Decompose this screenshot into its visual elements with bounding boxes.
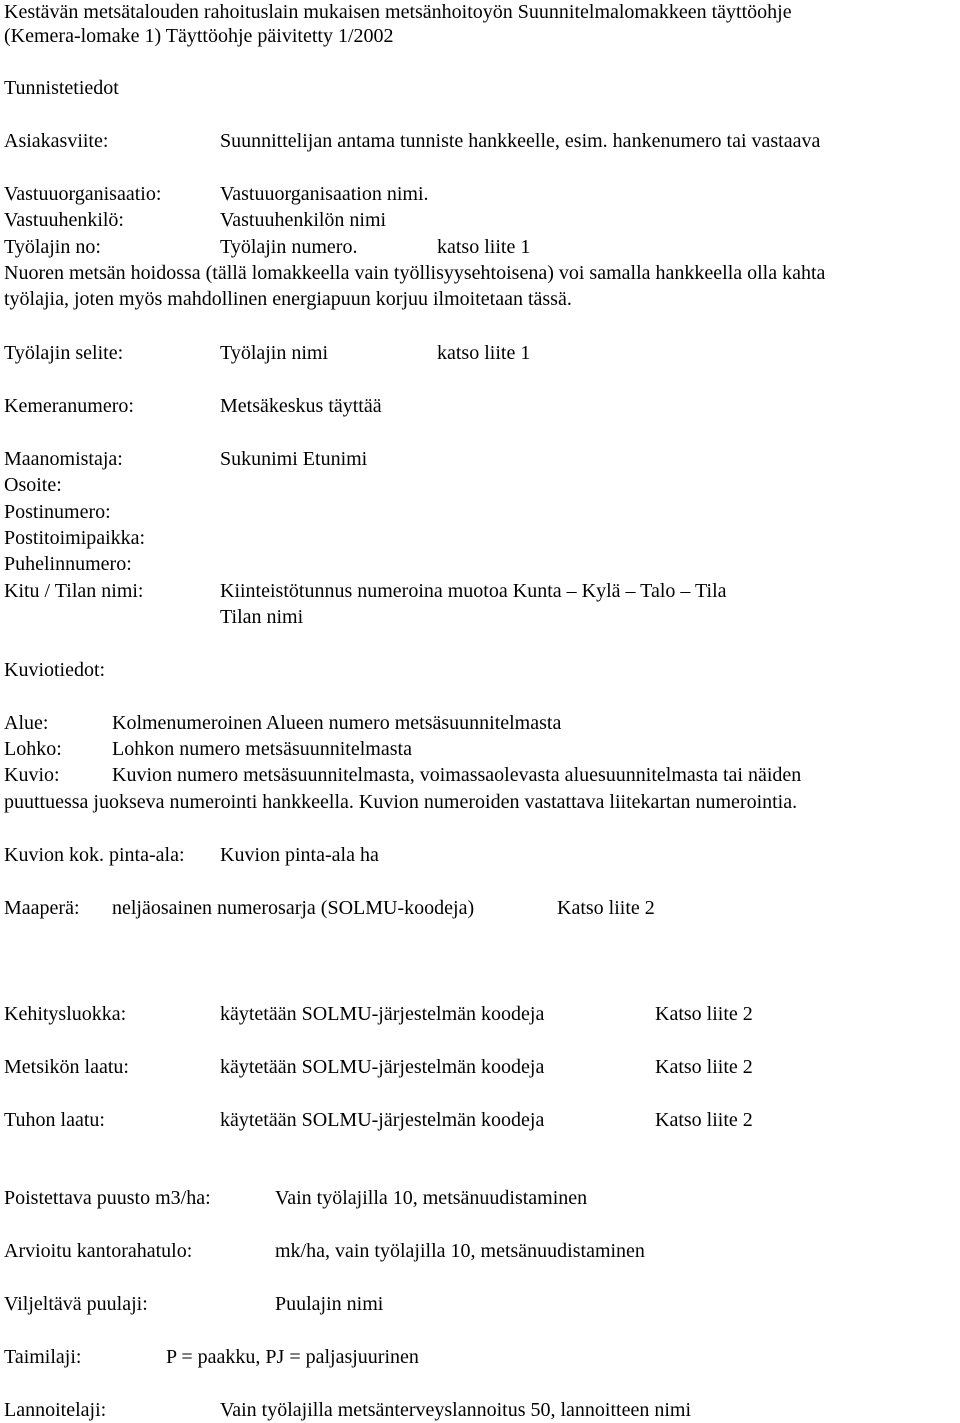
- tyolaji-note-line2: työlajia, joten myös mahdollinen energiapuun korjuu ilmoitetaan tässä.: [4, 288, 572, 310]
- kitu-tilan-nimi-label: Kitu / Tilan nimi:: [4, 580, 144, 602]
- section-heading-kuviotiedot: Kuviotiedot:: [4, 659, 106, 681]
- kuvio-value-line1: Kuvion numero metsäsuunnitelmasta, voimassaolevasta aluesuunnitelmasta tai näiden: [112, 764, 802, 786]
- metsikon-laatu-reference: Katso liite 2: [655, 1056, 753, 1078]
- kehitysluokka-reference: Katso liite 2: [655, 1003, 753, 1025]
- maapera-value: neljäosainen numerosarja (SOLMU-koodeja): [112, 897, 475, 919]
- document-title-line2: (Kemera-lomake 1) Täyttöohje päivitetty 1/2002: [4, 25, 394, 47]
- vastuuhenkilo-label: Vastuuhenkilö:: [4, 209, 124, 231]
- tyolaji-note-line1: Nuoren metsän hoidossa (tällä lomakkeella vain työllisyysehtoisena) voi samalla hankkeella olla kahta: [4, 262, 826, 284]
- vastuuorganisaatio-label: Vastuuorganisaatio:: [4, 183, 162, 205]
- tyolajin-selite-reference: katso liite 1: [437, 342, 531, 364]
- metsikon-laatu-value: käytetään SOLMU-järjestelmän koodeja: [220, 1056, 545, 1078]
- tyolajin-no-value: Työlajin numero.: [220, 236, 358, 258]
- tyolajin-no-reference: katso liite 1: [437, 236, 531, 258]
- tuhon-laatu-value: käytetään SOLMU-järjestelmän koodeja: [220, 1109, 545, 1131]
- lohko-label: Lohko:: [4, 738, 62, 760]
- vastuuorganisaatio-value: Vastuuorganisaation nimi.: [220, 183, 429, 205]
- vastuuhenkilo-value: Vastuuhenkilön nimi: [220, 209, 387, 231]
- section-heading-tunnistetiedot: Tunnistetiedot: [4, 77, 119, 99]
- kehitysluokka-label: Kehitysluokka:: [4, 1003, 127, 1025]
- maanomistaja-value: Sukunimi Etunimi: [220, 448, 368, 470]
- tuhon-laatu-label: Tuhon laatu:: [4, 1109, 105, 1131]
- taimilaji-value: P = paakku, PJ = paljasjuurinen: [166, 1346, 419, 1368]
- document-title-line1: Kestävän metsätalouden rahoituslain mukaisen metsänhoitoyön Suunnitelmalomakkeen täyttöohje: [4, 1, 792, 23]
- kuvio-label: Kuvio:: [4, 764, 60, 786]
- kemeranumero-value: Metsäkeskus täyttää: [220, 395, 382, 417]
- kehitysluokka-value: käytetään SOLMU-järjestelmän koodeja: [220, 1003, 545, 1025]
- maapera-label: Maaperä:: [4, 897, 80, 919]
- alue-label: Alue:: [4, 712, 49, 734]
- tyolajin-no-label: Työlajin no:: [4, 236, 101, 258]
- kantorahatulo-value: mk/ha, vain työlajilla 10, metsänuudistaminen: [275, 1240, 645, 1262]
- asiakasviite-value: Suunnittelijan antama tunniste hankkeelle, esim. hankenumero tai vastaava: [220, 130, 821, 152]
- metsikon-laatu-label: Metsikön laatu:: [4, 1056, 129, 1078]
- poistettava-puusto-value: Vain työlajilla 10, metsänuudistaminen: [275, 1187, 588, 1209]
- kitu-value-line1: Kiinteistötunnus numeroina muotoa Kunta – Kylä – Talo – Tila: [220, 580, 727, 602]
- kemeranumero-label: Kemeranumero:: [4, 395, 134, 417]
- osoite-label: Osoite:: [4, 474, 62, 496]
- postinumero-label: Postinumero:: [4, 501, 111, 523]
- lohko-value: Lohkon numero metsäsuunnitelmasta: [112, 738, 412, 760]
- maapera-reference: Katso liite 2: [557, 897, 655, 919]
- tyolajin-selite-label: Työlajin selite:: [4, 342, 124, 364]
- tyolajin-selite-value: Työlajin nimi: [220, 342, 329, 364]
- poistettava-puusto-label: Poistettava puusto m3/ha:: [4, 1187, 211, 1209]
- puhelinnumero-label: Puhelinnumero:: [4, 553, 132, 575]
- viljeltava-puulaji-value: Puulajin nimi: [275, 1293, 384, 1315]
- postitoimipaikka-label: Postitoimipaikka:: [4, 527, 146, 549]
- viljeltava-puulaji-label: Viljeltävä puulaji:: [4, 1293, 148, 1315]
- kuvio-value-line2: puuttuessa juokseva numerointi hankkeella. Kuvion numeroiden vastattava liitekartan numerointia.: [4, 791, 798, 813]
- lannoitelaji-value: Vain työlajilla metsänterveyslannoitus 50, lannoitteen nimi: [220, 1399, 692, 1421]
- kantorahatulo-label: Arvioitu kantorahatulo:: [4, 1240, 193, 1262]
- pinta-ala-value: Kuvion pinta-ala ha: [220, 844, 379, 866]
- lannoitelaji-label: Lannoitelaji:: [4, 1399, 107, 1421]
- kitu-value-line2: Tilan nimi: [220, 606, 304, 628]
- pinta-ala-label: Kuvion kok. pinta-ala:: [4, 844, 185, 866]
- taimilaji-label: Taimilaji:: [4, 1346, 82, 1368]
- asiakasviite-label: Asiakasviite:: [4, 130, 109, 152]
- tuhon-laatu-reference: Katso liite 2: [655, 1109, 753, 1131]
- alue-value: Kolmenumeroinen Alueen numero metsäsuunnitelmasta: [112, 712, 562, 734]
- maanomistaja-label: Maanomistaja:: [4, 448, 123, 470]
